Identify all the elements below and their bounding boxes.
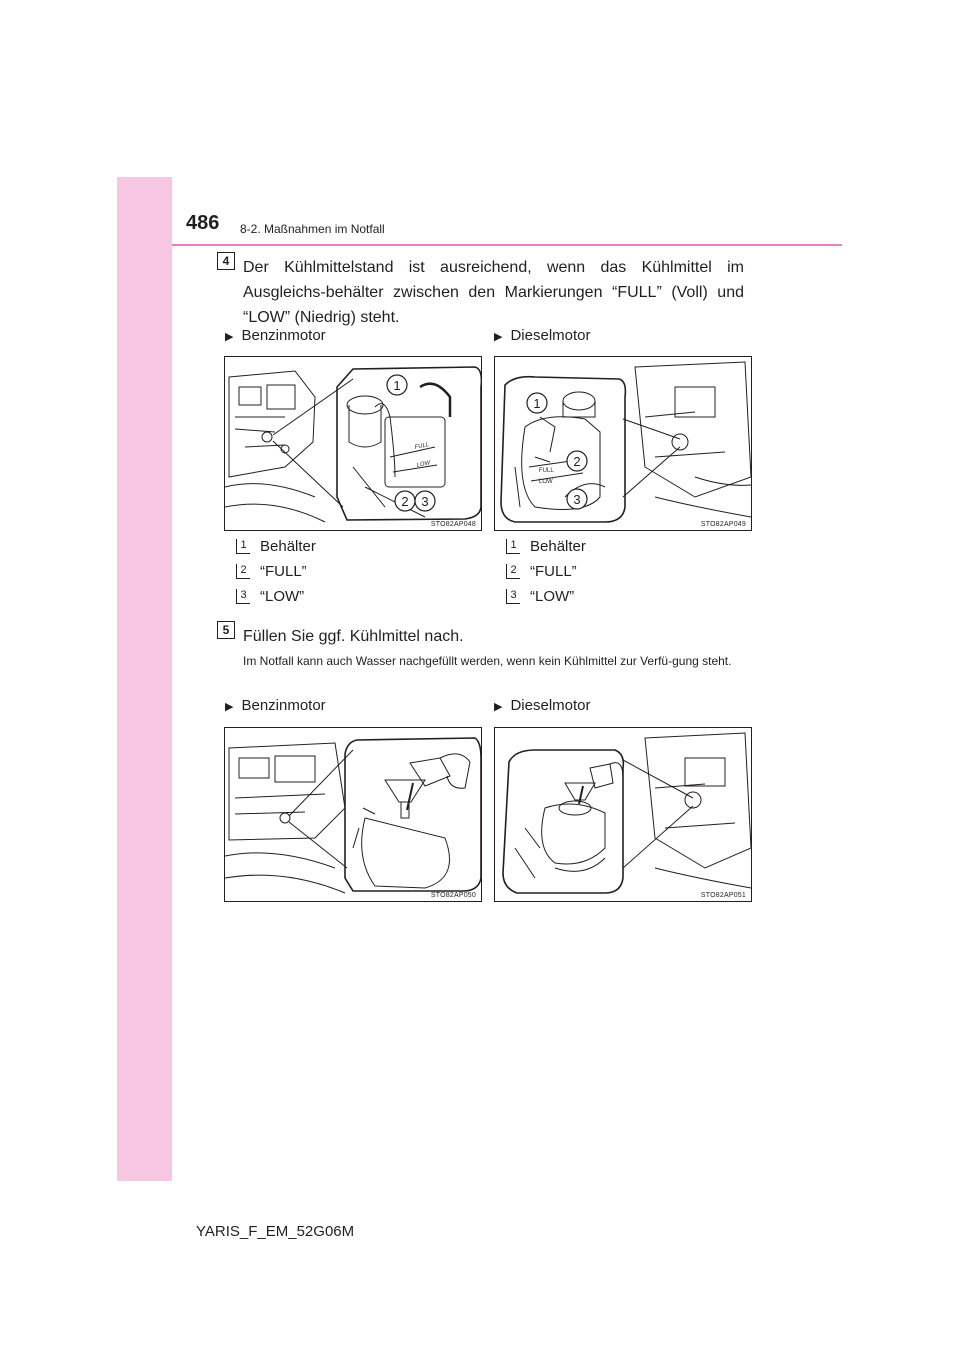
- figure-diesel-refill: [494, 727, 752, 902]
- triangle-bullet-icon: ▶: [225, 331, 234, 343]
- petrol-engine-label: ▶ Benzinmotor: [225, 697, 326, 714]
- svg-text:1: 1: [393, 378, 401, 393]
- svg-text:1: 1: [533, 396, 541, 411]
- header-rule: [172, 244, 842, 246]
- figure-code: STO82AP049: [700, 521, 746, 528]
- legend-item: 1 Behälter: [236, 538, 316, 555]
- svg-text:2: 2: [573, 454, 581, 469]
- low-mark: LOW: [416, 460, 431, 469]
- figure-petrol-refill: [224, 727, 482, 902]
- low-mark: LOW: [539, 479, 553, 485]
- legend-item: 2 “FULL”: [506, 563, 577, 580]
- diesel-engine-label: ▶ Dieselmotor: [494, 327, 591, 344]
- step-4-text: Der Kühlmittelstand ist ausreichend, wenn das Kühlmittel im Ausgleichs-behälter zwischen den Markierungen “FULL” (Voll) und “LOW” (Niedrig) steht.: [243, 259, 744, 326]
- svg-text:3: 3: [421, 494, 429, 509]
- legend-item: 2 “FULL”: [236, 563, 307, 580]
- engine-bay-drawing: [495, 357, 751, 530]
- step-5-note: Im Notfall kann auch Wasser nachgefüllt werden, wenn kein Kühlmittel zur Verfü-gung steht.: [243, 654, 732, 668]
- figure-petrol-reservoir: [224, 356, 482, 531]
- svg-text:2: 2: [401, 494, 409, 509]
- section-title: 8-2. Maßnahmen im Notfall: [240, 222, 385, 236]
- petrol-engine-label: ▶ Benzinmotor: [225, 327, 326, 344]
- full-mark: FULL: [539, 468, 554, 474]
- step-5-text: Füllen Sie ggf. Kühlmittel nach.: [243, 628, 464, 645]
- engine-bay-drawing: [225, 728, 481, 901]
- svg-text:3: 3: [573, 492, 581, 507]
- page-number: 486: [186, 212, 220, 234]
- triangle-bullet-icon: ▶: [225, 701, 234, 713]
- figure-diesel-reservoir: [494, 356, 752, 531]
- section-color-tab: [117, 177, 172, 1181]
- full-mark: FULL: [414, 442, 430, 451]
- triangle-bullet-icon: ▶: [494, 701, 503, 713]
- engine-bay-drawing: [225, 357, 481, 530]
- legend-item: 1 Behälter: [506, 538, 586, 555]
- engine-bay-drawing: [495, 728, 751, 901]
- figure-code: STO82AP048: [430, 521, 476, 528]
- triangle-bullet-icon: ▶: [494, 331, 503, 343]
- document-code: YARIS_F_EM_52G06M: [196, 1223, 355, 1240]
- legend-item: 3 “LOW”: [506, 588, 574, 605]
- legend-item: 3 “LOW”: [236, 588, 304, 605]
- figure-code: STO82AP050: [430, 892, 476, 899]
- step-4-badge: 4: [217, 252, 235, 270]
- diesel-engine-label: ▶ Dieselmotor: [494, 697, 591, 714]
- figure-code: STO82AP051: [700, 892, 746, 899]
- step-5-badge: 5: [217, 621, 235, 639]
